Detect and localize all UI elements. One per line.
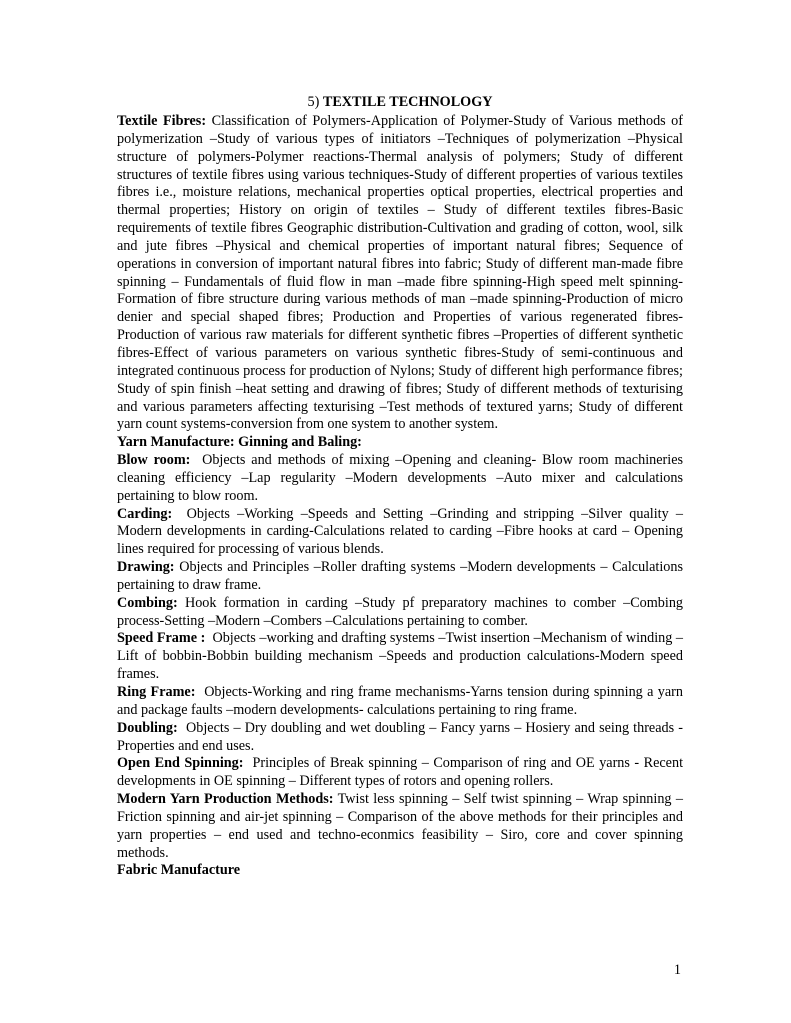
section-text: Objects – Dry doubling and wet doubling – Fancy yarns – Hosiery and seing threads - Properties and end uses. bbox=[117, 719, 684, 754]
section-text: Objects and Principles –Roller drafting systems –Modern developments – Calculations pertaining to draw frame. bbox=[117, 559, 684, 593]
section-speed-frame bbox=[117, 630, 683, 684]
section-text: Objects –working and drafting systems –Twist insertion –Mechanism of winding –Lift of bobbin-Bobbin building mechanism –Speeds and production calculations-Modern speed frames. bbox=[117, 630, 683, 683]
section-text: Objects –Working –Speeds and Setting –Grinding and stripping –Silver quality – Modern developments in carding-Calculations related to carding –Fibre hooks at card – Opening lines required for processing of various blends. bbox=[117, 505, 684, 558]
section-ring-frame bbox=[117, 684, 683, 720]
section-heading: Modern Yarn Production Methods: bbox=[117, 791, 334, 808]
section-heading: Combing: bbox=[117, 594, 178, 611]
section-drawing bbox=[117, 559, 683, 595]
section-heading: Speed Frame : bbox=[117, 630, 206, 647]
section-heading: Open End Spinning: bbox=[117, 755, 244, 772]
section-fabric-manufacture bbox=[117, 862, 683, 880]
section-text: Principles of Break spinning – Comparison of ring and OE yarns - Recent developments in OE spinning – Different types of rotors and opening rollers. bbox=[117, 755, 684, 790]
section-carding bbox=[117, 506, 683, 560]
section-text: Classification of Polymers-Application of Polymer-Study of Various methods of polymerization –Study of various types of initiators –Techniques of polymerization –Physical structure of polymers-Polymer reactions-Thermal analysis of polymers; Study of different structures of textile fibres using various techniques-Study of different properties of various textiles fibres i.e., moisture relations, mechanical properties optical properties, electrical properties and thermal properties; History on origin of textiles – Study of different textiles fibres-Basic requirements of textile fibres Geographic distribution-Cultivation and grading of cotton, wool, silk and jute fibres –Physical and chemical properties of important natural fibres; Sequence of operations in conversion of important natural fibres into fabric; Study of different man-made fibre spinning – Fundamentals of fluid flow in man –made fibre spinning-High speed melt spinning-Formation of fibre structure during various methods of man –made spinning-Production of micro denier and special shaped fibres; Production and Properties of various regenerated fibres-Production of various raw materials for different synthetic fibres –Properties of different synthetic fibres-Effect of various parameters on various synthetic fibres-Study of semi-continuous and integrated continuous process for production of Nylons; Study of different high performance fibres; Study of spin finish –heat setting and drawing of fibres; Study of different methods of texturising and various parameters affecting texturising –Test methods of textured yarns; Study of different yarn count systems-conversion from one system to another system. bbox=[117, 113, 684, 433]
section-heading: Blow room: bbox=[117, 452, 191, 469]
section-heading: Yarn Manufacture: Ginning and Baling: bbox=[117, 434, 362, 451]
section-blow-room bbox=[117, 452, 683, 506]
section-text: Objects-Working and ring frame mechanisms-Yarns tension during spinning a yarn and package faults –modern developments- calculations pertaining to ring frame. bbox=[117, 684, 684, 718]
page-number: 1 bbox=[673, 962, 681, 978]
section-heading: Fabric Manufacture bbox=[117, 862, 241, 879]
section-heading: Drawing: bbox=[117, 559, 175, 576]
title-number: 5) bbox=[307, 94, 320, 110]
section-text: Objects and methods of mixing –Opening and cleaning- Blow room machineries cleaning efficiency –Lap regularity –Modern developments –Auto mixer and calculations pertaining to blow room. bbox=[117, 452, 684, 504]
section-heading: Doubling: bbox=[117, 719, 178, 736]
section-textile-fibres bbox=[117, 113, 683, 434]
section-yarn-manufacture bbox=[117, 434, 683, 452]
section-text: Hook formation in carding –Study pf preparatory machines to comber –Combing process-Setting –Modern –Combers –Calculations pertaining to comber. bbox=[117, 594, 684, 629]
title-text: TEXTILE TECHNOLOGY bbox=[322, 94, 493, 110]
document-body bbox=[117, 93, 683, 880]
section-heading: Textile Fibres: bbox=[117, 113, 207, 129]
section-heading: Ring Frame: bbox=[117, 684, 196, 700]
section-doubling bbox=[117, 720, 683, 756]
section-heading: Carding: bbox=[117, 505, 173, 522]
section-modern-yarn-production bbox=[117, 791, 683, 862]
document-title bbox=[117, 93, 683, 111]
section-open-end-spinning bbox=[117, 755, 683, 791]
section-text: Twist less spinning – Self twist spinning – Wrap spinning – Friction spinning and air-jet spinning – Comparison of the above methods for their principles and yarn properties – end used and techno-econmics feasibility – Siro, core and cover spinning methods. bbox=[117, 791, 683, 861]
section-combing bbox=[117, 595, 683, 631]
